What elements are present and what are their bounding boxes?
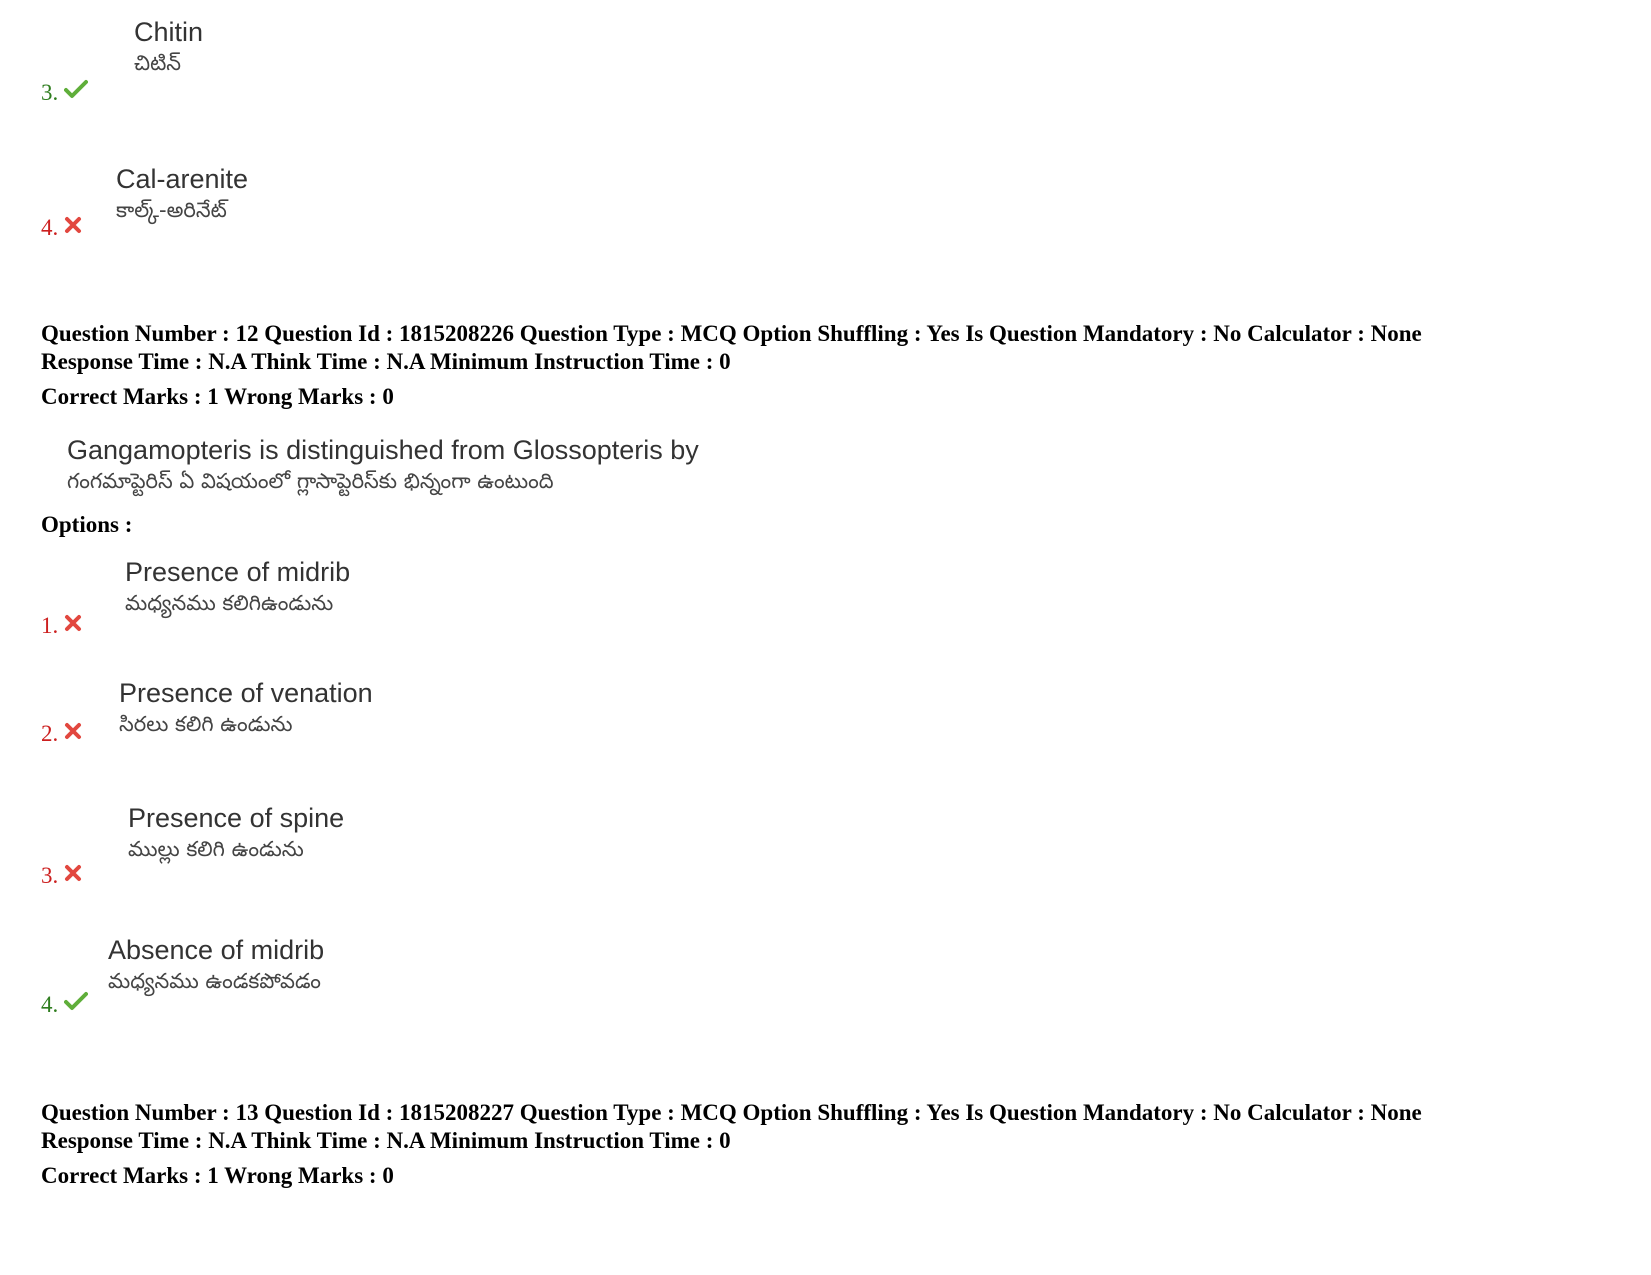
check-icon [64, 79, 88, 105]
question-meta-line1: Question Number : 13 Question Id : 1815208227 Question Type : MCQ Option Shuffling : Yes Is Question Mandatory : No Calculator : None [41, 1100, 1422, 1125]
option-number [41, 80, 88, 108]
option-image [108, 934, 324, 996]
cross-icon [64, 214, 82, 240]
option-text-en: Presence of midrib [125, 557, 351, 587]
option-number [41, 721, 82, 749]
option-number-label: 3. [41, 80, 59, 105]
option-text-te: మధ్యనము ఉండకపోవడం [108, 969, 321, 993]
cross-icon [64, 720, 82, 746]
option-image [128, 802, 344, 864]
question-text-en: Gangamopteris is distinguished from Glossopteris by [67, 435, 699, 465]
option-number [41, 863, 82, 891]
question-image [67, 434, 699, 496]
option-number [41, 613, 82, 641]
check-icon [64, 991, 88, 1017]
cross-icon [64, 612, 82, 638]
question-marks: Correct Marks : 1 Wrong Marks : 0 [41, 384, 394, 409]
option-text-te: ముల్లు కలిగి ఉండును [128, 837, 304, 861]
option-text-en: Presence of spine [128, 803, 345, 833]
question-meta-line2: Response Time : N.A Think Time : N.A Minimum Instruction Time : 0 [41, 1128, 731, 1153]
option-image [116, 163, 248, 225]
option-image [134, 16, 203, 78]
option-text-en: Cal-arenite [116, 164, 249, 194]
option-image [119, 677, 373, 739]
option-number-label: 2. [41, 721, 59, 746]
option-number [41, 992, 88, 1020]
question-meta-line2: Response Time : N.A Think Time : N.A Minimum Instruction Time : 0 [41, 349, 731, 374]
option-text-en: Presence of venation [119, 678, 373, 708]
option-text-te: చిటిన్ [134, 51, 182, 75]
option-text-en: Chitin [134, 17, 204, 47]
option-text-en: Absence of midrib [108, 935, 325, 965]
option-text-te: కాల్క్-అరినేట్ [116, 198, 227, 222]
option-text-te: సిరలు కలిగి ఉండును [119, 712, 293, 736]
option-text-te: మధ్యనము కలిగిఉండును [125, 591, 334, 615]
option-number-label: 3. [41, 863, 59, 888]
question-marks: Correct Marks : 1 Wrong Marks : 0 [41, 1163, 394, 1188]
option-number-label: 4. [41, 992, 59, 1017]
question-meta-line1: Question Number : 12 Question Id : 1815208226 Question Type : MCQ Option Shuffling : Yes Is Question Mandatory : No Calculator : None [41, 321, 1422, 346]
question-text-te: గంగమాప్టెరిస్ ఏ విషయంలో గ్లాసాప్టెరిస్‌కు భిన్నంగా ఉంటుంది [67, 469, 554, 493]
option-number-label: 1. [41, 613, 59, 638]
cross-icon [64, 862, 82, 888]
option-number [41, 215, 82, 243]
option-image [125, 556, 350, 618]
option-number-label: 4. [41, 215, 59, 240]
options-label: Options : [41, 512, 133, 537]
